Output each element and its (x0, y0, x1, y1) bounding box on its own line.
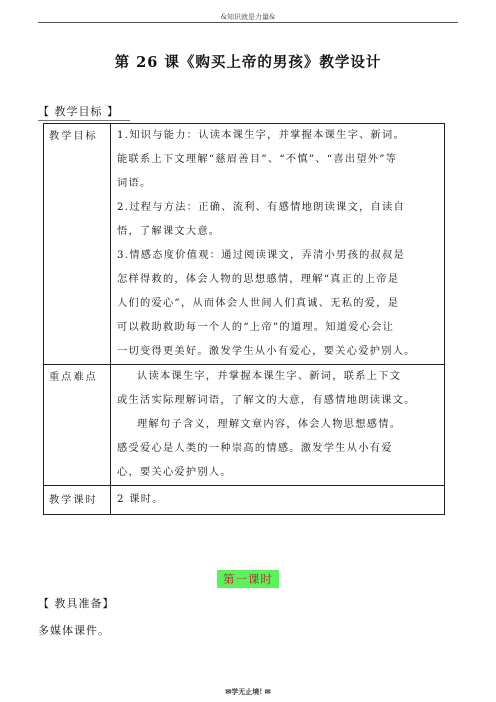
key-points-line: 认读本课生字，并掌握本课生字、新词，联系上下文 (137, 371, 402, 382)
page-footer: ✉学无止境! ✉ (225, 687, 271, 696)
row-content-key-points (111, 365, 445, 486)
objectives-label-underline (38, 120, 130, 121)
objectives-label-text: 【 教学目标 】 (38, 105, 119, 118)
objectives-line: 人们的爱心”，从而体会人世间人们真诚、无私的爱，是 (117, 298, 400, 309)
objectives-line: 能联系上下文理解“慈眉善目”、“不慎”、“喜出望外”等 (117, 154, 398, 165)
header-divider (38, 22, 458, 23)
objectives-line: 词语。 (117, 178, 152, 189)
row-label-objectives: 教学目标 (44, 124, 111, 365)
section-label-objectives (38, 103, 130, 121)
row-label-class-hours: 教学课时 (44, 486, 111, 515)
prep-content: 多媒体课件。 (38, 624, 110, 637)
objectives-line: 一切变得更美好。激发学生从小有爱心，要关心爱护别人。 (117, 346, 416, 357)
objectives-line: 怎样得救的，体会人物的思想感情，理解“真正的上帝是 (117, 274, 400, 285)
table-row-objectives (44, 124, 445, 365)
prep-label-text: 【 教具准备】 (38, 597, 115, 610)
key-points-line: 感受爱心是人类的一种崇高的情感。激发学生从小有爱 (117, 443, 393, 454)
objectives-line: 1.知识与能力：认读本课生字，并掌握本课生字、新词。 (117, 130, 406, 141)
objectives-line: 3.情感态度价值观：通过阅读课文，弄清小男孩的叔叔是 (117, 250, 406, 261)
key-points-line: 或生活实际理解词语，了解文的大意，有感情地朗读课文。 (117, 395, 416, 406)
key-points-line: 理解句子含义，理解文章内容，体会人物思想感情。 (137, 419, 402, 430)
key-points-line: 心，要关心爱护别人。 (117, 467, 232, 478)
section-label-prep (38, 595, 115, 611)
table-row-key-points (44, 365, 445, 486)
lesson-badge-text: 第一课时 (217, 570, 279, 588)
row-content-class-hours (111, 486, 445, 515)
objectives-line: 可以救助救助每一个人的“上帝”的道理。知道爱心会让 (117, 322, 395, 333)
objectives-line: 2.过程与方法：正确、流利、有感情地朗读课文，自读自 (117, 202, 406, 213)
lesson-plan-table (43, 123, 445, 515)
document-title: 第 26 课《购买上帝的男孩》教学设计 (114, 54, 382, 71)
page-header: &知识就是力量& (220, 13, 276, 21)
class-hours-line: 2 课时。 (117, 494, 164, 505)
row-label-key-points: 重点难点 (44, 365, 111, 486)
row-content-objectives (111, 124, 445, 365)
table-row-class-hours (44, 486, 445, 515)
objectives-line: 悟，了解课文大意。 (117, 226, 221, 237)
lesson-badge (0, 568, 496, 588)
